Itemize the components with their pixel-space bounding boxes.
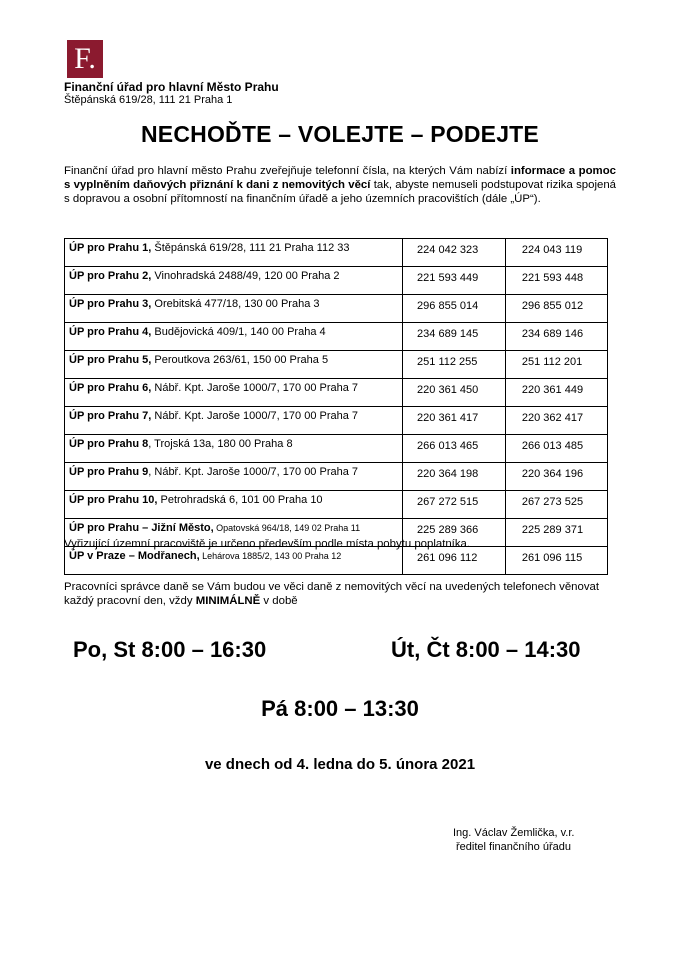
phone-primary: 225 289 366 (403, 519, 506, 547)
office-cell (65, 435, 403, 463)
office-address-label: Nábř. Kpt. Jaroše 1000/7, 170 00 Praha 7 (151, 382, 359, 394)
office-cell (65, 463, 403, 491)
office-name-label: ÚP pro Prahu 3, (69, 298, 152, 310)
intro-bold-text: informace a pomoc s vyplněním daňových přiznání k dani z nemovitých věcí (64, 165, 616, 191)
office-address: Štěpánská 619/28, 111 21 Praha 1 (64, 94, 233, 106)
phone-primary: 261 096 112 (403, 547, 506, 575)
hours-note (64, 580, 624, 608)
office-address-label: Opatovská 964/18, 149 02 Praha 11 (213, 523, 361, 533)
office-cell (65, 323, 403, 351)
table-row (65, 323, 608, 351)
hours-note-text-2: v době (260, 595, 298, 607)
office-address-label: Peroutkova 263/61, 150 00 Praha 5 (151, 354, 329, 366)
phone-primary: 224 042 323 (403, 239, 506, 267)
table-row (65, 379, 608, 407)
signature-title: ředitel finančního úřadu (456, 841, 571, 853)
office-name-label: ÚP pro Prahu 2, (69, 270, 152, 282)
intro-text-2: tak, abyste nemuseli podstupovat rizika spojená s dopravou a osobní přítomností na finančním úřadě a jeho územních pracovištích (dále „ÚP“). (64, 178, 616, 205)
office-cell (65, 295, 403, 323)
hours-tue-thu: Út, Čt 8:00 – 14:30 (391, 637, 581, 662)
logo-text: F. (74, 42, 96, 75)
validity-period: ve dnech od 4. ledna do 5. února 2021 (204, 756, 476, 773)
phone-primary: 220 361 450 (403, 379, 506, 407)
office-cell (65, 491, 403, 519)
signature-name: Ing. Václav Žemlička, v.r. (453, 827, 575, 839)
contacts-table (64, 238, 608, 575)
phone-secondary: 234 689 146 (505, 323, 607, 351)
office-name-label: ÚP pro Prahu 4, (69, 326, 152, 338)
office-address-label: Lehárova 1885/2, 143 00 Praha 12 (199, 551, 342, 561)
financial-office-logo (67, 40, 103, 78)
office-cell (65, 239, 403, 267)
office-name-label: ÚP pro Prahu 8 (69, 438, 149, 450)
phone-secondary: 261 096 115 (505, 547, 607, 575)
office-address-label: Vinohradská 2488/49, 120 00 Praha 2 (151, 270, 340, 282)
table-row (65, 491, 608, 519)
phone-secondary: 220 362 417 (505, 407, 607, 435)
phone-secondary: 220 361 449 (505, 379, 607, 407)
intro-text-1: Finanční úřad pro hlavní město Prahu zveřejňuje telefonní čísla, na kterých Vám nabízí (64, 165, 511, 177)
table-row (65, 351, 608, 379)
office-address-label: , Nábř. Kpt. Jaroše 1000/7, 170 00 Praha 7 (148, 466, 359, 478)
office-cell (65, 267, 403, 295)
office-address-label: Orebitská 477/18, 130 00 Praha 3 (151, 298, 320, 310)
phone-secondary: 296 855 012 (505, 295, 607, 323)
phone-secondary: 220 364 196 (505, 463, 607, 491)
office-cell (65, 407, 403, 435)
office-address-label: Štěpánská 619/28, 111 21 Praha 112 33 (151, 242, 350, 254)
table-row (65, 547, 608, 575)
office-name-label: ÚP pro Prahu – Jižní Město, (69, 522, 214, 534)
office-cell (65, 351, 403, 379)
table-row (65, 463, 608, 491)
phone-secondary: 225 289 371 (505, 519, 607, 547)
office-name-label: ÚP pro Prahu 10, (69, 494, 158, 506)
phone-primary: 267 272 515 (403, 491, 506, 519)
office-name-label: ÚP pro Prahu 9 (69, 466, 149, 478)
office-name-label: ÚP pro Prahu 6, (69, 382, 152, 394)
table-row (65, 295, 608, 323)
phone-primary: 251 112 255 (403, 351, 506, 379)
phone-primary: 220 361 417 (403, 407, 506, 435)
office-name-label: ÚP pro Prahu 7, (69, 410, 152, 422)
phone-primary: 221 593 449 (403, 267, 506, 295)
phone-primary: 266 013 465 (403, 435, 506, 463)
office-name: Finanční úřad pro hlavní Město Prahu (64, 80, 279, 94)
phone-secondary: 251 112 201 (505, 351, 607, 379)
office-address-label: Nábř. Kpt. Jaroše 1000/7, 170 00 Praha 7 (151, 410, 359, 422)
hours-mon-wed: Po, St 8:00 – 16:30 (73, 637, 267, 662)
office-name-label: ÚP v Praze – Modřanech, (69, 550, 200, 562)
office-name-label: ÚP pro Prahu 5, (69, 354, 152, 366)
table-row (65, 267, 608, 295)
office-address-label: Petrohradská 6, 101 00 Praha 10 (157, 494, 323, 506)
phone-secondary: 266 013 485 (505, 435, 607, 463)
phone-secondary: 267 273 525 (505, 491, 607, 519)
phone-secondary: 221 593 448 (505, 267, 607, 295)
phone-primary: 220 364 198 (403, 463, 506, 491)
intro-paragraph (64, 165, 616, 206)
phone-primary: 296 855 014 (403, 295, 506, 323)
office-cell (65, 379, 403, 407)
office-name-label: ÚP pro Prahu 1, (69, 242, 152, 254)
territory-note: Vyřizující územní pracoviště je určeno především podle místa pobytu poplatníka. (64, 538, 471, 550)
table-row (65, 407, 608, 435)
hours-fri: Pá 8:00 – 13:30 (261, 696, 419, 721)
office-address-label: , Trojská 13a, 180 00 Praha 8 (148, 438, 293, 450)
hours-note-bold: MINIMÁLNĚ (195, 595, 261, 607)
office-address-label: Budějovická 409/1, 140 00 Praha 4 (151, 326, 326, 338)
office-cell (65, 547, 403, 575)
page-title: NECHOĎTE – VOLEJTE – PODEJTE (141, 121, 539, 147)
phone-secondary: 224 043 119 (505, 239, 607, 267)
hours-note-text-1: Pracovníci správce daně se Vám budou ve věci daně z nemovitých věcí na uvedených telefonech věnovat každý pracovní den, vždy (64, 581, 600, 607)
table-row (65, 239, 608, 267)
table-row (65, 435, 608, 463)
phone-primary: 234 689 145 (403, 323, 506, 351)
